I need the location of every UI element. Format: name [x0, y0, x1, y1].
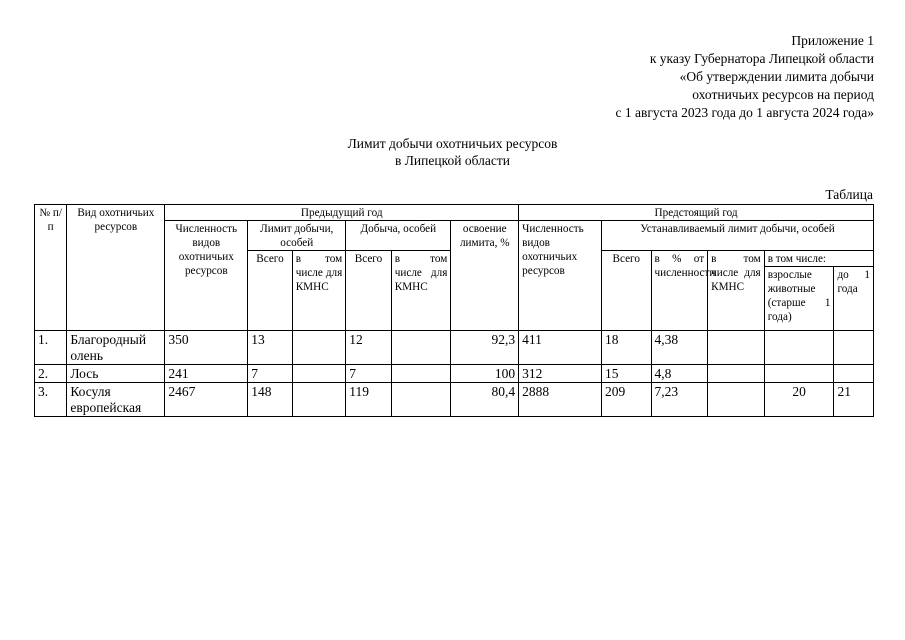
- cell-species: Лось: [67, 365, 165, 383]
- header-next-total: Всего: [602, 251, 652, 331]
- cell-young: 21: [834, 383, 874, 417]
- header-next-year: Предстоящий год: [519, 205, 874, 221]
- header-prev-limit: Лимит добычи, особей: [248, 221, 346, 251]
- cell-species: Благородный олень: [67, 331, 165, 365]
- cell-next-kmns: [708, 365, 765, 383]
- cell-young: [834, 365, 874, 383]
- header-num: № п/п: [35, 205, 67, 331]
- cell-next-population: 312: [519, 365, 602, 383]
- title-line: в Липецкой области: [395, 153, 510, 168]
- cell-next-percent: 4,8: [651, 365, 708, 383]
- cell-num: 1.: [35, 331, 67, 365]
- cell-prev-limit-total: 148: [248, 383, 292, 417]
- cell-next-population: 411: [519, 331, 602, 365]
- cell-num: 2.: [35, 365, 67, 383]
- appendix-header: [616, 32, 874, 122]
- cell-num: 3.: [35, 383, 67, 417]
- cell-next-percent: 4,38: [651, 331, 708, 365]
- header-species: Вид охотничьих ресурсов: [67, 205, 165, 331]
- table-label: Таблица: [825, 187, 873, 202]
- header-prev-catch: Добыча, особей: [346, 221, 451, 251]
- header-prev-population: Численность видов охотничьих ресурсов: [165, 221, 248, 331]
- header-young: до 1 года: [834, 267, 874, 331]
- cell-next-kmns: [708, 383, 765, 417]
- appendix-line: к указу Губернатора Липецкой области: [649, 51, 874, 66]
- header-prev-limit-total: Всего: [248, 251, 292, 331]
- appendix-line: Приложение 1: [791, 33, 874, 48]
- header-prev-catch-kmns: в том числе для КМНС: [391, 251, 451, 331]
- cell-prev-catch-kmns: [391, 365, 451, 383]
- header-including: в том числе:: [764, 251, 873, 267]
- appendix-line: с 1 августа 2023 года до 1 августа 2024 года»: [615, 105, 874, 120]
- cell-prev-catch-kmns: [391, 383, 451, 417]
- header-prev-usage: освоение лимита, %: [451, 221, 519, 331]
- limits-table: [34, 204, 874, 417]
- cell-prev-population: 2467: [165, 383, 248, 417]
- cell-next-percent: 7,23: [651, 383, 708, 417]
- cell-next-total: 18: [602, 331, 652, 365]
- cell-prev-catch-total: 12: [346, 331, 391, 365]
- cell-prev-limit-total: 13: [248, 331, 292, 365]
- cell-prev-limit-total: 7: [248, 365, 292, 383]
- table-row: [35, 383, 874, 417]
- cell-usage: 80,4: [451, 383, 519, 417]
- header-prev-catch-total: Всего: [346, 251, 391, 331]
- appendix-line: охотничьих ресурсов на период: [692, 87, 874, 102]
- header-previous-year: Предыдущий год: [165, 205, 519, 221]
- cell-prev-population: 241: [165, 365, 248, 383]
- header-next-kmns: в том числе для КМНС: [708, 251, 765, 331]
- cell-prev-population: 350: [165, 331, 248, 365]
- cell-next-total: 15: [602, 365, 652, 383]
- cell-prev-limit-kmns: [292, 383, 346, 417]
- cell-young: [834, 331, 874, 365]
- cell-adults: [764, 365, 834, 383]
- header-next-percent: в % от численности: [651, 251, 708, 331]
- cell-next-population: 2888: [519, 383, 602, 417]
- document-title: [0, 135, 905, 169]
- header-prev-limit-kmns: в том числе для КМНС: [292, 251, 346, 331]
- cell-adults: 20: [764, 383, 834, 417]
- cell-usage: 92,3: [451, 331, 519, 365]
- cell-next-total: 209: [602, 383, 652, 417]
- cell-prev-catch-kmns: [391, 331, 451, 365]
- header-next-population: Численность видов охотничьих ресурсов: [519, 221, 602, 331]
- title-line: Лимит добычи охотничьих ресурсов: [347, 136, 558, 151]
- cell-adults: [764, 331, 834, 365]
- table-row: [35, 331, 874, 365]
- appendix-line: «Об утверждении лимита добычи: [679, 69, 874, 84]
- cell-prev-catch-total: 7: [346, 365, 391, 383]
- cell-next-kmns: [708, 331, 765, 365]
- table-row: [35, 365, 874, 383]
- cell-prev-limit-kmns: [292, 365, 346, 383]
- header-adults: взрослые животные (старше 1 года): [764, 267, 834, 331]
- cell-usage: 100: [451, 365, 519, 383]
- header-next-limit: Устанавливаемый лимит добычи, особей: [602, 221, 874, 251]
- cell-prev-limit-kmns: [292, 331, 346, 365]
- cell-prev-catch-total: 119: [346, 383, 391, 417]
- cell-species: Косуля европейская: [67, 383, 165, 417]
